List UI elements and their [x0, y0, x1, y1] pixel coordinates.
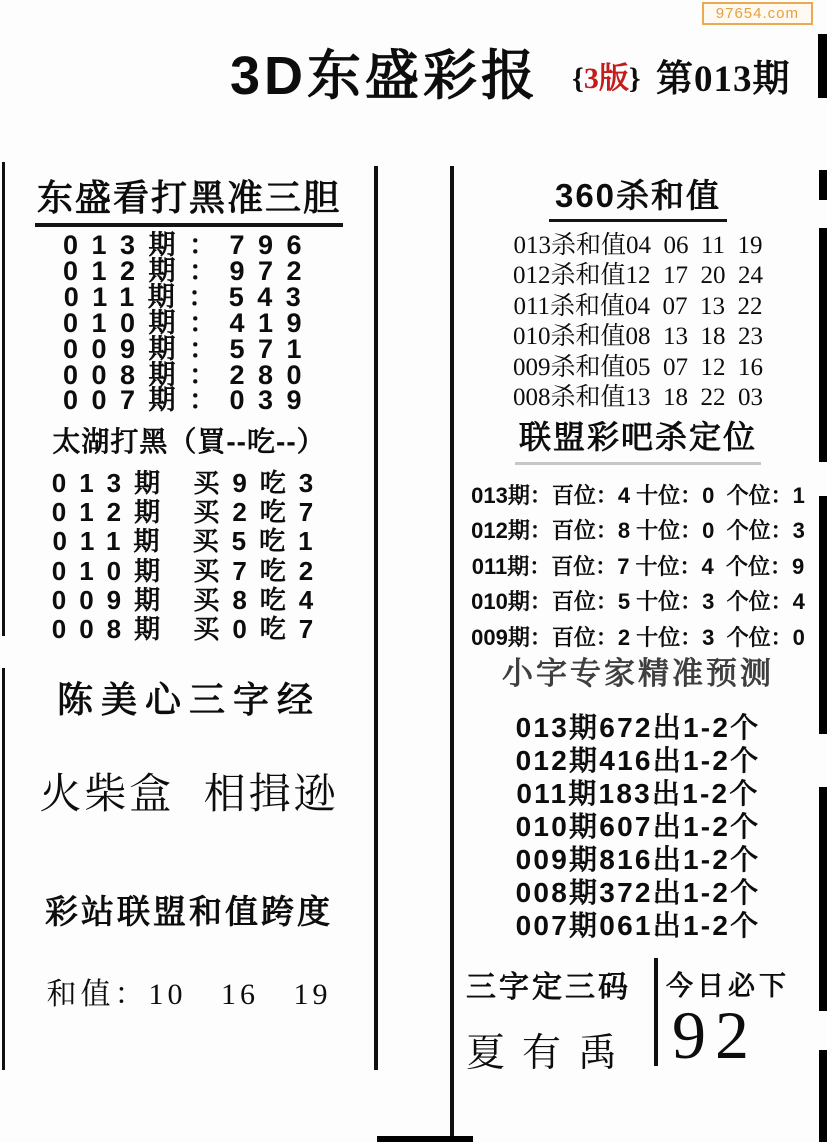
edition-label: 3版: [583, 62, 629, 95]
divider-bottom-box: [654, 958, 658, 1066]
divider-right-border-seg3: [819, 496, 827, 734]
sha360-row: 008杀和值13 18 22 03: [512, 384, 763, 412]
section-xiaozi: [458, 648, 818, 942]
section-hezhi-title: 彩站联盟和值跨度: [45, 895, 333, 931]
dan3-row: 011期：543: [63, 281, 315, 312]
section-dingwei: [458, 412, 818, 655]
sha360-row: 013杀和值04 06 11 19: [513, 232, 763, 259]
section-xiaozi-title: 小字专家精准预测: [502, 656, 774, 691]
taihu-row: 009期 买8吃4: [51, 584, 327, 615]
sha360-row: 010杀和值08 13 18 23: [512, 323, 763, 351]
xiaozi-row: 011期183出1-2个: [516, 778, 760, 809]
xiaozi-row: 013期672出1-2个: [515, 712, 761, 743]
dingwei-row: 012期：百位：8 十位：0 个位：3: [471, 518, 805, 544]
section-dingwei-rows: [458, 478, 818, 655]
dingwei-row: 009期：百位：2 十位：3 个位：0: [471, 624, 805, 650]
dan3-row: 007期：039: [62, 385, 316, 416]
section-sanzijing-title: 陈美心三字经: [56, 680, 321, 720]
divider-left-border-top: [2, 162, 5, 636]
dan3-row: 013期：796: [62, 230, 316, 260]
divider-right-border-seg5: [819, 1050, 827, 1142]
divider-bottom-partial: [377, 1136, 473, 1142]
divider-right-border-seg2: [819, 228, 827, 462]
sha360-row: 012杀和值12 17 20 24: [512, 262, 763, 290]
divider-right-border-seg4: [819, 787, 827, 1011]
section-taihu: [6, 420, 372, 644]
section-dingwei-title: 联盟彩吧杀定位: [515, 412, 761, 465]
taihu-row: 013期 买9吃3: [51, 468, 327, 498]
bottom-right-value: 92: [672, 997, 758, 1073]
xiaozi-row: 008期372出1-2个: [515, 877, 761, 908]
hezhi-label: 和值：: [46, 978, 149, 1011]
xiaozi-row: 009期816出1-2个: [515, 844, 761, 875]
dingwei-row: 013期：百位：4 十位：0 个位：1: [471, 483, 805, 508]
section-xiaozi-rows: [458, 711, 818, 942]
section-hezhi: [6, 886, 372, 1013]
section-sha360-title: 360杀和值: [549, 170, 727, 222]
edition-brace-open: {: [572, 62, 584, 95]
section-sha360: [458, 170, 818, 413]
hezhi-values: 10 16 19: [148, 978, 332, 1011]
section-taihu-rows: [6, 469, 372, 644]
edition-brace-close: }: [628, 62, 641, 95]
bottom-left-value: 夏有禹: [466, 1032, 635, 1075]
bottom-right-title: 今日必下: [666, 971, 790, 1001]
divider-right-border-seg1: [819, 170, 827, 200]
sanzijing-phrase: 火柴盒 相揖逊: [39, 770, 339, 817]
dingwei-row: 010期：百位：5 十位：3 个位：4: [471, 589, 805, 615]
divider-left-column-right: [374, 166, 378, 1070]
dan3-row: 010期：419: [62, 307, 316, 338]
section-sanzijing: [6, 672, 372, 821]
sha360-row: 009杀和值05 07 12 16: [512, 353, 763, 381]
section-dan3-rows: [6, 230, 372, 416]
edition-badge: [572, 53, 641, 97]
xiaozi-row: 010期607出1-2个: [515, 811, 761, 842]
taihu-row: 010期 买7吃2: [51, 555, 327, 586]
xiaozi-row: 007期061出1-2个: [515, 910, 761, 941]
taihu-row: 011期 买5吃1: [52, 526, 326, 557]
header-right-bar: [818, 34, 827, 98]
section-sha360-rows: [458, 231, 818, 413]
section-dan3: [6, 170, 372, 414]
hezhi-values-row: [6, 969, 372, 1013]
divider-center: [450, 166, 454, 1142]
dingwei-row: 011期：百位：7 十位：4 个位：9: [471, 553, 805, 579]
taihu-row: 012期 买2吃7: [51, 497, 327, 528]
dan3-row: 012期：972: [62, 255, 316, 286]
dan3-row: 009期：571: [62, 333, 316, 364]
divider-left-border-bottom: [2, 668, 5, 1070]
page-title: 3D东盛彩报: [230, 46, 540, 106]
bottom-left-title: 三字定三码: [466, 971, 631, 1004]
site-watermark: 97654.com: [702, 2, 813, 25]
section-dan3-title: 东盛看打黑准三胆: [35, 170, 343, 227]
dan3-row: 008期：280: [62, 359, 316, 390]
issue-number: 第013期: [656, 59, 791, 100]
xiaozi-row: 012期416出1-2个: [515, 745, 761, 776]
taihu-row: 008期 买0吃7: [51, 614, 327, 645]
section-taihu-title: 太湖打黑（買--吃--）: [52, 426, 326, 457]
sha360-row: 011杀和值04 07 13 22: [513, 292, 763, 320]
